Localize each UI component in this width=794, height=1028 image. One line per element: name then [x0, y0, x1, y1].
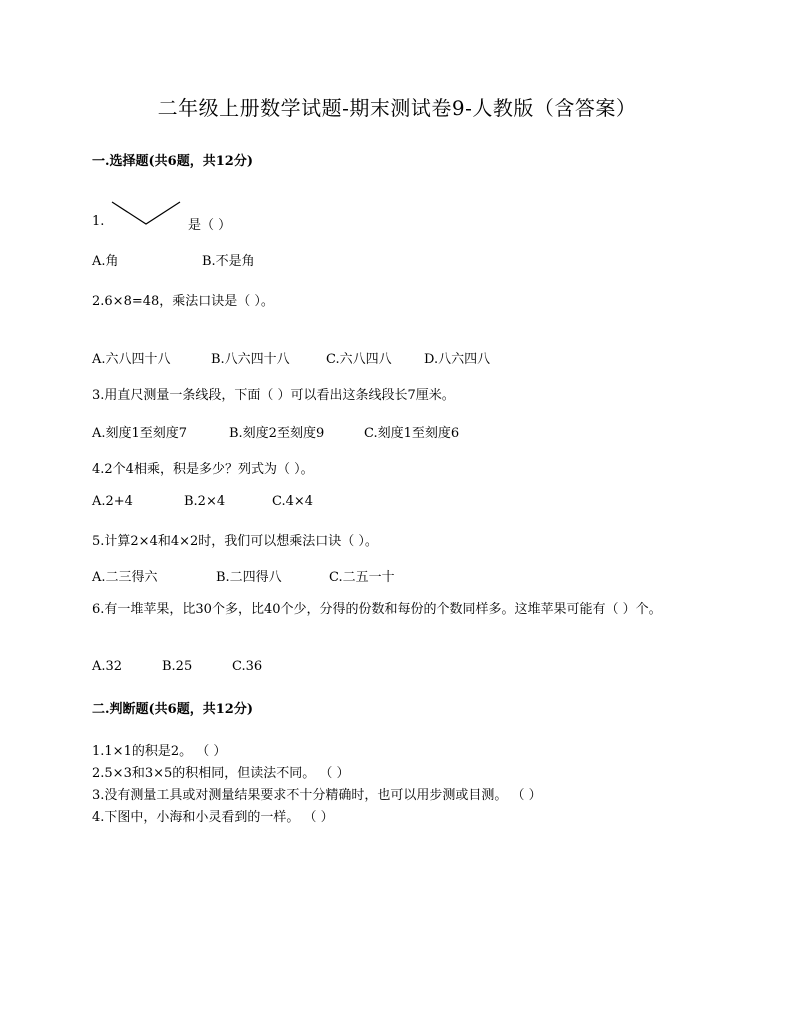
q6-text: 6.有一堆苹果，比30个多，比40个少，分得的份数和每份的个数同样多。这堆苹果可能有（ ）个。 — [92, 602, 662, 617]
section-heading-choice: 一.选择题(共6题，共12分) — [92, 154, 253, 169]
q2-option-d: D.八六四八 — [424, 352, 491, 367]
q1-number: 1. — [92, 214, 105, 229]
q4-option-c: C.4×4 — [272, 494, 314, 509]
q6-option-c: C.36 — [232, 659, 263, 674]
q3-option-b: B.刻度2至刻度9 — [229, 426, 325, 441]
q5-option-c: C.二五一十 — [329, 570, 395, 585]
q1-option-a: A.角 — [92, 254, 119, 269]
q2-option-b: B.八六四十八 — [211, 352, 290, 367]
q5-option-b: B.二四得八 — [216, 570, 282, 585]
q4-option-a: A.2+4 — [92, 494, 133, 509]
q2-text: 2.6×8=48，乘法口诀是（ ）。 — [92, 294, 274, 309]
q6-option-b: B.25 — [162, 659, 193, 674]
q2-option-a: A.六八四十八 — [92, 352, 171, 367]
judgement-item-1: 1.1×1的积是2。 （ ） — [92, 744, 227, 759]
q1-option-b: B.不是角 — [202, 254, 255, 269]
q2-option-c: C.六八四八 — [326, 352, 392, 367]
section-heading-judgement: 二.判断题(共6题，共12分) — [92, 702, 253, 717]
judgement-item-4: 4.下图中，小海和小灵看到的一样。 （ ） — [92, 810, 334, 825]
q5-option-a: A.二三得六 — [92, 570, 158, 585]
q3-text: 3.用直尺测量一条线段，下面（ ）可以看出这条线段长7厘米。 — [92, 388, 455, 403]
judgement-item-2: 2.5×3和3×5的积相同，但读法不同。 （ ） — [92, 766, 350, 781]
q5-text: 5.计算2×4和4×2时，我们可以想乘法口诀（ ）。 — [92, 534, 378, 549]
q3-option-c: C.刻度1至刻度6 — [364, 426, 460, 441]
q4-text: 4.2个4相乘，积是多少？列式为（ ）。 — [92, 462, 314, 477]
q4-option-b: B.2×4 — [184, 494, 226, 509]
page-title: 二年级上册数学试题-期末测试卷9-人教版（含答案） — [157, 96, 637, 120]
q1-text: 是（ ） — [188, 218, 232, 233]
judgement-item-3: 3.没有测量工具或对测量结果要求不十分精确时，也可以用步测或目测。 （ ） — [92, 788, 542, 803]
q3-option-a: A.刻度1至刻度7 — [92, 426, 188, 441]
angle-lines — [112, 202, 180, 224]
q6-option-a: A.32 — [92, 659, 123, 674]
angle-figure — [110, 198, 182, 228]
